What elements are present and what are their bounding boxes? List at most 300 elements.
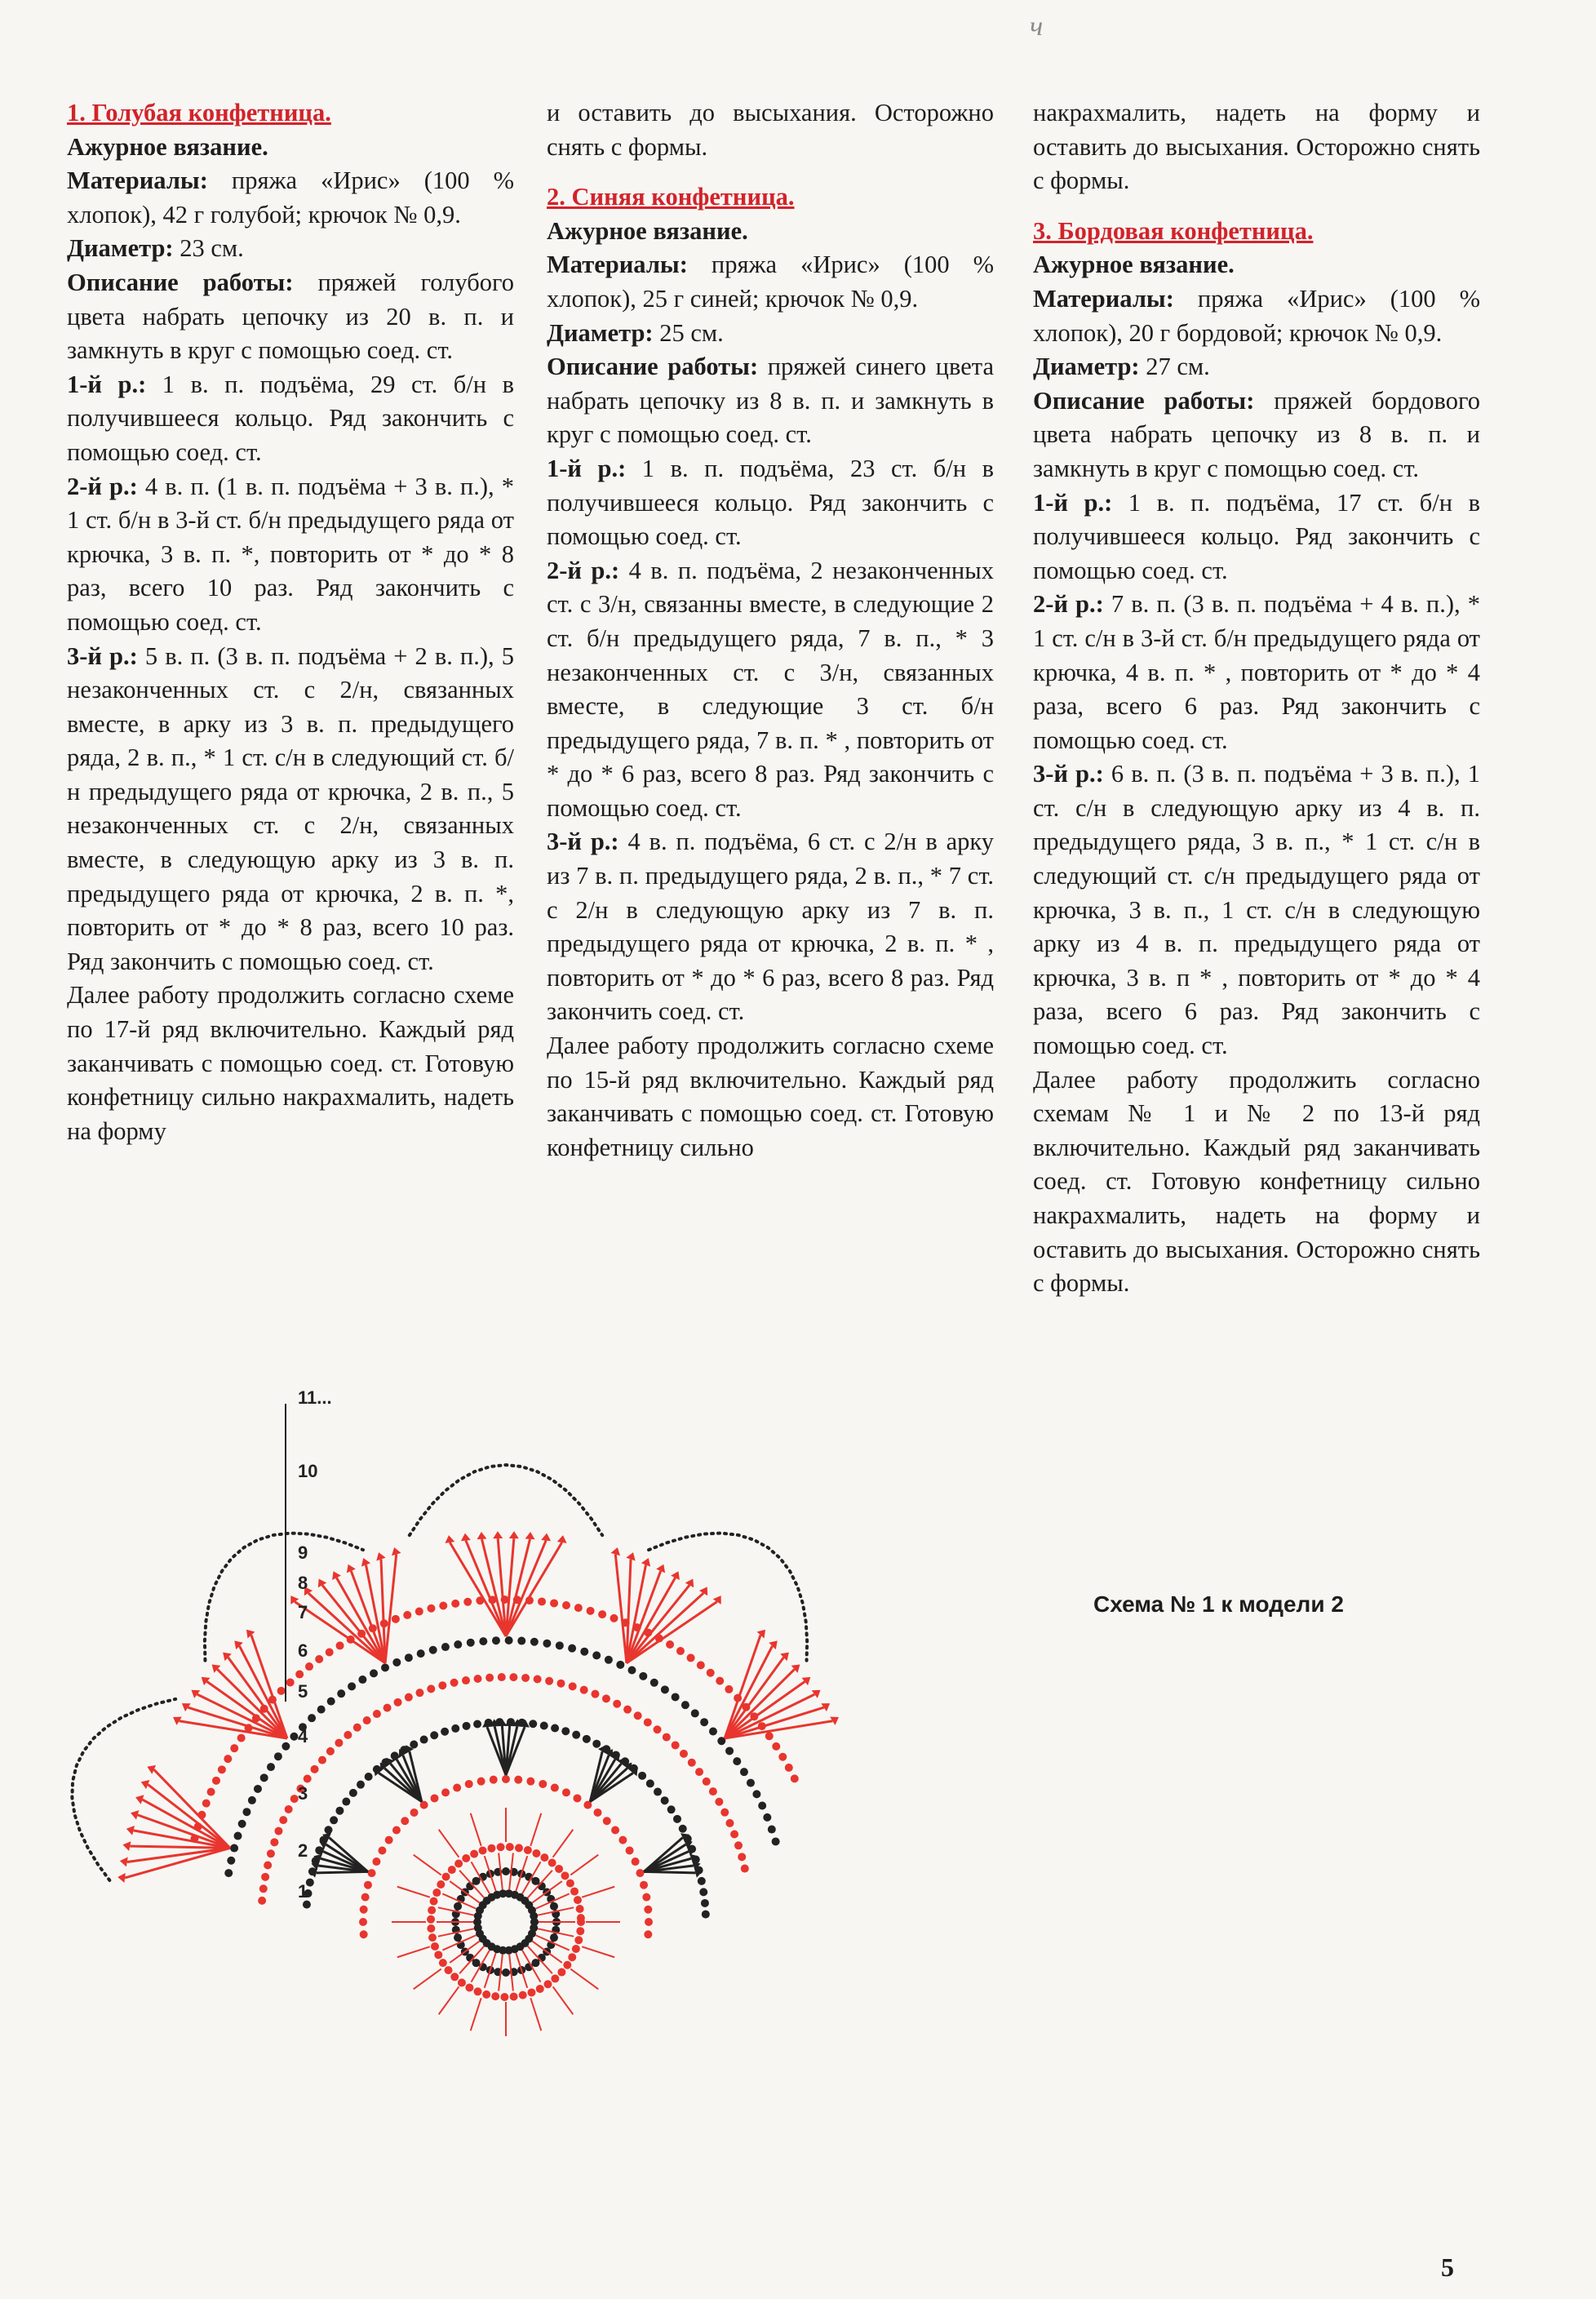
chain-stitch-dot <box>550 1933 558 1942</box>
chain-stitch-dot <box>410 1740 418 1748</box>
chain-stitch-dot <box>688 1759 696 1767</box>
chain-stitch-dot <box>234 1832 242 1840</box>
section-subtitle: Ажурное вязание. <box>547 216 748 245</box>
stitch-line <box>582 1887 614 1897</box>
chain-stitch-dot <box>451 1724 459 1733</box>
chain-stitch-dot <box>763 1813 771 1822</box>
crochet-diagram <box>49 1375 1232 2252</box>
chain-stitch-dot <box>530 1918 539 1926</box>
chain-stitch-dot <box>364 1881 372 1889</box>
stitch-line <box>530 1813 541 1846</box>
chain-stitch-dot <box>568 1953 576 1961</box>
chain-stitch-dot <box>477 1778 485 1786</box>
chain-stitch-dot <box>324 1826 332 1834</box>
chain-stitch-dot <box>715 1798 723 1806</box>
chain-stitch-dot <box>479 1847 487 1855</box>
chain-stitch-dot <box>725 1685 733 1693</box>
chain-stitch-dot <box>563 1961 571 1969</box>
treble-stitch <box>351 1571 385 1663</box>
chain-stitch-dot <box>740 1768 748 1776</box>
chain-stitch-dot <box>282 1742 290 1751</box>
chain-stitch-dot <box>410 1809 419 1817</box>
chain-stitch-dot <box>752 1790 760 1798</box>
row3-text: 4 в. п. подъёма, 6 ст. с 2/н в арку из 7 в. п. предыдущего ряда, 2 в. п., * 7 ст. с 2/н в следующую арку из 7 в. п. предыдущего ряда от крючка, 2 в. п. * , повторить от * до * 6 раз, всего 8 раз. Ряд закончить соед. ст. <box>547 828 994 1026</box>
chain-stitch-dot <box>277 1687 286 1695</box>
chain-stitch-dot <box>441 1643 450 1651</box>
materials-text: пряжа «Ирис» (100 % хлопок), 42 г голубой; крючок № 0,9. <box>67 166 514 229</box>
treble-stitch <box>148 1785 230 1849</box>
stitch-mark <box>656 1562 668 1573</box>
materials-label: Материалы: <box>547 251 688 279</box>
chain-stitch-dot <box>335 1807 344 1815</box>
chain-stitch-dot <box>720 1809 729 1817</box>
row3-label: 3-й р.: <box>67 641 138 670</box>
chain-stitch-dot <box>765 1732 774 1740</box>
chain-stitch-dot <box>303 1901 311 1909</box>
chain-stitch-dot <box>202 1800 211 1808</box>
final-text: Далее работу продолжить согласно схеме по 15-й ряд включительно. Каждый ряд заканчивать с помощью соед. ст. Готовую конфетницу сильно <box>547 1032 994 1161</box>
chain-stitch-dot <box>642 1893 650 1902</box>
chain-stitch-dot <box>439 1602 447 1610</box>
row-number-label: 9 <box>298 1542 308 1563</box>
chain-stitch-dot <box>772 1837 780 1845</box>
chain-stitch-dot <box>373 1710 381 1718</box>
chain-stitch-dot <box>514 1776 522 1784</box>
chain-stitch-dot <box>317 1706 326 1714</box>
chain-stitch-dot <box>598 1610 606 1618</box>
treble-stitch <box>725 1681 805 1738</box>
treble-stitch <box>725 1658 783 1738</box>
chain-stitch-dot <box>545 1677 553 1685</box>
stitch-mark <box>140 1778 150 1789</box>
stitch-mark <box>830 1713 841 1725</box>
chain-stitch-dot <box>644 1718 652 1726</box>
chain-stitch-dot <box>392 1615 400 1623</box>
scallop-chain <box>410 1465 602 1535</box>
diagram-stitches <box>72 1404 841 2036</box>
row-number-label: 5 <box>298 1681 308 1702</box>
row-number-label: 3 <box>298 1783 308 1804</box>
treble-stitch <box>125 1848 230 1878</box>
chain-stitch-dot <box>681 1701 689 1709</box>
row3-label: 3-й р.: <box>1033 760 1104 788</box>
chain-stitch-dot <box>498 1673 506 1681</box>
chain-stitch-dot <box>561 1727 570 1735</box>
row2-text: 7 в. п. (3 в. п. подъёма + 4 в. п.), * 1 ст. с/н в 3-й ст. б/н предыдущего ряда от крючка, 4 в. п. * , повторить от * до * 4 раза, всего 6 раз. Ряд закончить с помощью соед. ст. <box>1033 590 1480 754</box>
chain-stitch-dot <box>785 1764 793 1772</box>
stitch-mark <box>122 1840 131 1851</box>
chain-stitch-dot <box>593 1809 601 1817</box>
chain-stitch-dot <box>286 1678 295 1686</box>
chain-stitch-dot <box>519 1991 527 1999</box>
stitch-mark <box>171 1713 182 1725</box>
scheme-caption: Схема № 1 к модели 2 <box>1093 1591 1344 1617</box>
chain-stitch-dot <box>258 1897 266 1905</box>
chain-stitch-dot <box>403 1611 411 1619</box>
chain-stitch-dot <box>680 1750 688 1758</box>
stitch-mark <box>242 1627 255 1639</box>
chain-stitch-dot <box>502 1867 510 1875</box>
chain-stitch-dot <box>279 1816 287 1824</box>
row2-text: 4 в. п. подъёма, 2 незаконченных ст. с 3/н, связанны вместе, в следующие 2 ст. б/н предыдущего ряда, 7 в. п., * 3 незаконченных ст. с 3/н, связанных вместе, в следующие 3 ст. б/н предыдущего ряда, 7 в. п. * , повторить от * до * 6 раз, всего 8 раз. Ряд закончить с помощью соед. ст. <box>547 556 994 822</box>
chain-stitch-dot <box>445 1966 453 1974</box>
chain-stitch-dot <box>431 1794 439 1802</box>
chain-stitch-dot <box>207 1788 215 1796</box>
chain-stitch-dot <box>490 1776 498 1784</box>
row1-label: 1-й р.: <box>67 370 147 398</box>
chain-stitch-dot <box>327 1698 335 1706</box>
stitch-mark <box>129 1809 139 1820</box>
chain-stitch-dot <box>526 1778 534 1786</box>
stitch-line <box>553 1986 574 2014</box>
stitch-line <box>414 1855 441 1875</box>
chain-stitch-dot <box>747 1779 755 1787</box>
final-text: Далее работу продолжить согласно схемам № 1 и № 2 по 13-й ряд включительно. Каждый ряд заканчивать соед. ст. Готовую конфетницу сильно накрахмалить, надеть на форму и оставить до высыхания. Осторожно снять с формы. <box>1033 1065 1480 1298</box>
chain-stitch-dot <box>725 1819 734 1827</box>
chain-stitch-dot <box>521 1674 530 1682</box>
chain-stitch-dot <box>428 1933 437 1942</box>
row1-label: 1-й р.: <box>1033 488 1113 517</box>
chain-stitch-dot <box>576 1927 584 1935</box>
chain-stitch-dot <box>738 1853 746 1861</box>
stitch-mark <box>477 1532 487 1540</box>
row2-text: 4 в. п. (1 в. п. подъёма + 3 в. п.), * 1 ст. б/н в 3-й ст. б/н предыдущего ряда от крючка, 3 в. п. *, повторить от * до * 8 раз, всего 10 раз. Ряд закончить с помощью соед. ст. <box>67 472 514 636</box>
chain-stitch-dot <box>438 1681 446 1689</box>
final-text: Далее работу продолжить согласно схеме по 17-й ряд включительно. Каждый ряд заканчивать с помощью соед. ст. Готовую конфетницу сильно накрахмалить, надеть на форму <box>67 981 514 1145</box>
chain-stitch-dot <box>610 1614 618 1622</box>
chain-stitch-dot <box>650 1679 658 1687</box>
section-title: 3. Бордовая конфетница. <box>1033 216 1314 245</box>
diameter-text: 25 см. <box>653 318 724 347</box>
chain-stitch-dot <box>454 1933 462 1942</box>
chain-stitch-dot <box>697 1661 705 1669</box>
chain-stitch-dot <box>500 1993 508 2001</box>
chain-stitch-dot <box>772 1742 780 1751</box>
stitch-mark <box>134 1793 144 1804</box>
chain-stitch-dot <box>454 1640 462 1649</box>
chain-stitch-dot <box>463 1722 471 1730</box>
chain-stitch-dot <box>623 1706 632 1714</box>
chain-stitch-dot <box>370 1669 378 1677</box>
stitch-line <box>439 1830 459 1857</box>
chain-stitch-dot <box>709 1727 717 1735</box>
chain-stitch-dot <box>470 1850 478 1858</box>
chain-stitch-dot <box>431 1942 439 1951</box>
description-label: Описание работы: <box>547 353 759 381</box>
diameter-label: Диаметр: <box>1033 353 1140 381</box>
stitch-line <box>439 1986 459 2014</box>
chain-stitch-dot <box>267 1763 275 1771</box>
stitch-line <box>570 1969 598 1990</box>
chain-stitch-dot <box>260 1773 268 1782</box>
chain-stitch-dot <box>561 1871 569 1880</box>
row-number-label: 8 <box>298 1573 308 1593</box>
chain-stitch-dot <box>385 1836 393 1844</box>
chain-stitch-dot <box>555 1865 563 1873</box>
materials-label: Материалы: <box>1033 284 1174 313</box>
chain-stitch-dot <box>315 1655 323 1663</box>
treble-stitch <box>627 1571 661 1663</box>
chain-stitch-dot <box>420 1736 428 1744</box>
treble-stitch <box>627 1602 717 1663</box>
description-label: Описание работы: <box>67 268 294 296</box>
chain-stitch-dot <box>536 1985 544 1993</box>
chain-stitch-dot <box>401 1817 409 1825</box>
description-text: пряжей синего цвета набрать цепочку из 8 в. п. и замкнуть в круг с помощью соед. ст. <box>547 353 994 449</box>
chain-stitch-dot <box>741 1865 749 1873</box>
chain-stitch-dot <box>505 1636 513 1644</box>
chain-stitch-dot <box>242 1808 250 1816</box>
chain-stitch-dot <box>515 1844 523 1852</box>
chain-stitch-dot <box>290 1733 298 1741</box>
chain-stitch-dot <box>543 1980 552 1988</box>
column-1 <box>67 96 514 1148</box>
stitch-mark <box>460 1533 471 1541</box>
chain-stitch-dot <box>295 1671 304 1679</box>
chain-stitch-dot <box>676 1647 685 1655</box>
stitch-mark <box>611 1546 623 1556</box>
chain-stitch-dot <box>227 1857 235 1865</box>
chain-stitch-dot <box>285 1805 293 1813</box>
chain-stitch-dot <box>394 1698 402 1706</box>
diameter-label: Диаметр: <box>67 234 174 263</box>
stitch-mark <box>344 1562 356 1573</box>
chain-stitch-dot <box>441 1728 449 1736</box>
chain-stitch-dot <box>479 1637 487 1645</box>
chain-stitch-dot <box>638 1772 646 1780</box>
chain-stitch-dot <box>700 1718 708 1726</box>
row1-label: 1-й р.: <box>547 454 627 482</box>
materials-text: пряжа «Ирис» (100 % хлопок), 25 г синей; крючок № 0,9. <box>547 251 994 313</box>
chain-stitch-dot <box>534 1675 542 1683</box>
stitch-mark <box>314 1577 326 1588</box>
chain-stitch-dot <box>491 1992 499 2000</box>
chain-stitch-dot <box>348 1682 356 1690</box>
chain-stitch-dot <box>308 1714 316 1722</box>
chain-stitch-dot <box>453 1784 461 1792</box>
chain-stitch-dot <box>474 1987 482 1995</box>
chain-stitch-dot <box>427 1604 435 1613</box>
chain-stitch-dot <box>378 1847 386 1855</box>
chain-stitch-dot <box>361 1893 370 1902</box>
row3-text: 6 в. п. (3 в. п. подъёма + 3 в. п.), 1 ст. с/н в следующую арку из 4 в. п. предыдущего ряда, 3 в. п., * 1 ст. с/н в следующий ст. с/н предыдущего ряда от крючка, 3 в. п., 1 ст. с/н в следующую арку из 4 в. п. предыдущего ряда от крючка, 3 в. п * , повторить от * до * 4 раза, всего 6 раз. Ряд закончить с помощью соед. ст. <box>1033 760 1480 1060</box>
chain-stitch-dot <box>330 1816 338 1824</box>
scallop-chain <box>205 1533 363 1661</box>
chain-stitch-dot <box>450 1973 459 1981</box>
chain-stitch-dot <box>405 1653 413 1662</box>
chain-stitch-dot <box>550 1599 558 1607</box>
chain-stitch-dot <box>417 1649 425 1658</box>
chain-stitch-dot <box>353 1724 361 1732</box>
chain-stitch-dot <box>730 1830 738 1838</box>
chain-stitch-dot <box>392 1826 401 1835</box>
chain-stitch-dot <box>274 1752 282 1760</box>
chain-stitch-dot <box>248 1796 256 1804</box>
chain-stitch-dot <box>645 1918 653 1926</box>
chain-stitch-dot <box>224 1755 232 1763</box>
row1-text: 1 в. п. подъёма, 29 ст. б/н в получившееся кольцо. Ряд закончить с помощью соед. ст. <box>67 370 514 466</box>
chain-stitch-dot <box>661 1796 669 1804</box>
row2-label: 2-й р.: <box>67 472 138 500</box>
chain-stitch-dot <box>326 1747 335 1755</box>
chain-stitch-dot <box>707 1669 715 1677</box>
chain-stitch-dot <box>482 1991 490 1999</box>
chain-stitch-dot <box>580 1686 588 1694</box>
stitch-line <box>530 1998 541 2030</box>
stitch-mark <box>329 1569 341 1580</box>
chain-stitch-dot <box>358 1675 366 1684</box>
diameter-text: 27 см. <box>1139 353 1210 381</box>
chain-stitch-dot <box>613 1700 621 1708</box>
chain-stitch-dot <box>510 1992 518 2000</box>
chain-stitch-dot <box>524 1846 532 1854</box>
chain-stitch-dot <box>632 1857 640 1866</box>
chain-stitch-dot <box>591 1690 599 1698</box>
row-number-label: 11... <box>298 1387 332 1408</box>
chain-stitch-dot <box>602 1694 610 1702</box>
row-number-label: 1 <box>298 1881 308 1902</box>
chain-stitch-dot <box>733 1757 741 1765</box>
chain-stitch-dot <box>454 1902 462 1911</box>
stitch-mark <box>557 1534 568 1543</box>
chain-stitch-dot <box>502 1968 510 1977</box>
chain-stitch-dot <box>509 1673 517 1681</box>
stitch-mark <box>525 1532 536 1540</box>
stitch-mark <box>359 1556 370 1567</box>
chain-stitch-dot <box>427 1684 435 1693</box>
chain-stitch-dot <box>618 1836 627 1844</box>
chain-stitch-dot <box>716 1677 724 1685</box>
chain-stitch-dot <box>791 1774 799 1782</box>
chain-stitch-dot <box>359 1918 367 1926</box>
chain-stitch-dot <box>532 1849 540 1857</box>
chain-stitch-dot <box>587 1607 595 1615</box>
chain-stitch-dot <box>487 1844 495 1853</box>
chain-stitch-dot <box>687 1653 695 1662</box>
chain-stitch-dot <box>663 1733 671 1742</box>
description-text: пряжей голубого цвета набрать цепочку из 20 в. п. и замкнуть в круг с помощью соед. ст. <box>67 268 514 365</box>
chain-stitch-dot <box>562 1601 570 1609</box>
chain-stitch-dot <box>357 1781 365 1789</box>
chain-stitch-dot <box>437 1880 445 1888</box>
row-number-label: 6 <box>298 1640 308 1661</box>
chain-stitch-dot <box>363 1716 371 1724</box>
carry-text: накрахмалить, надеть на форму и оставить до высыхания. Осторожно снять с формы. <box>1033 99 1480 195</box>
chain-stitch-dot <box>427 1924 435 1933</box>
chain-stitch-dot <box>442 1873 450 1881</box>
chain-stitch-dot <box>540 1853 548 1862</box>
chain-stitch-dot <box>616 1661 624 1669</box>
chain-stitch-dot <box>530 1638 539 1646</box>
chain-stitch-dot <box>264 1861 272 1869</box>
chain-stitch-dot <box>218 1765 226 1773</box>
chain-stitch-dot <box>679 1825 687 1833</box>
chain-stitch-dot <box>627 1667 636 1675</box>
treble-stitch <box>138 1815 230 1849</box>
chain-stitch-dot <box>337 1689 345 1698</box>
chain-stitch-dot <box>311 1765 319 1773</box>
stitch-mark <box>145 1762 156 1774</box>
chain-stitch-dot <box>672 1741 680 1749</box>
chain-stitch-dot <box>540 1722 548 1730</box>
treble-stitch <box>295 1602 385 1663</box>
chain-stitch-dot <box>778 1753 787 1761</box>
chain-stitch-dot <box>551 1974 559 1982</box>
chain-stitch-dot <box>270 1838 278 1846</box>
stitch-mark <box>180 1699 191 1711</box>
chain-stitch-dot <box>415 1608 423 1616</box>
chain-stitch-dot <box>448 1866 456 1874</box>
section-title: 2. Синяя конфетница. <box>547 183 795 211</box>
stitch-mark <box>509 1531 519 1538</box>
chain-stitch-dot <box>702 1911 710 1919</box>
row-number-label: 2 <box>298 1840 308 1861</box>
chain-stitch-dot <box>639 1672 647 1680</box>
chain-stitch-dot <box>556 1680 565 1688</box>
stitch-mark <box>671 1569 683 1580</box>
chain-stitch-dot <box>572 1945 580 1953</box>
stitch-mark <box>374 1551 385 1560</box>
chain-stitch-dot <box>517 1637 525 1645</box>
chain-stitch-dot <box>574 1936 583 1944</box>
section-subtitle: Ажурное вязание. <box>1033 251 1235 279</box>
chain-stitch-dot <box>429 1646 437 1654</box>
chain-stitch-dot <box>768 1826 776 1834</box>
treble-stitch <box>506 1542 562 1636</box>
chain-stitch-dot <box>667 1805 676 1813</box>
chain-stitch-dot <box>576 1905 584 1913</box>
chain-stitch-dot <box>497 1843 505 1851</box>
chain-stitch-dot <box>672 1693 680 1701</box>
chain-stitch-dot <box>344 1731 352 1739</box>
chain-stitch-dot <box>212 1777 220 1785</box>
stitch-line <box>553 1830 574 1857</box>
chain-stitch-dot <box>259 1884 268 1893</box>
chain-stitch-dot <box>326 1648 334 1656</box>
chain-stitch-dot <box>383 1704 392 1712</box>
chain-stitch-dot <box>562 1788 570 1796</box>
chain-stitch-dot <box>261 1873 269 1881</box>
stitch-mark <box>493 1531 503 1538</box>
materials-label: Материалы: <box>67 166 208 195</box>
treble-stitch <box>228 1658 287 1738</box>
chain-stitch-dot <box>430 1731 438 1739</box>
chain-stitch-dot <box>381 1663 389 1671</box>
chain-stitch-dot <box>557 1968 565 1977</box>
diameter-label: Диаметр: <box>547 318 654 347</box>
chain-stitch-dot <box>238 1820 246 1828</box>
diagram-row-labels <box>298 1387 332 1902</box>
chain-stitch-dot <box>492 1636 500 1644</box>
treble-stitch <box>644 1871 695 1872</box>
chain-stitch-dot <box>699 1888 707 1896</box>
stitch-line <box>471 1998 481 2030</box>
chain-stitch-dot <box>305 1662 313 1671</box>
chain-stitch-dot <box>550 1902 558 1911</box>
column-2 <box>547 96 994 1165</box>
chain-stitch-dot <box>454 1860 463 1868</box>
chain-stitch-dot <box>605 1656 613 1664</box>
stitch-mark <box>119 1856 128 1866</box>
stitch-mark <box>685 1577 698 1588</box>
chain-stitch-dot <box>611 1826 619 1835</box>
chain-stitch-dot <box>572 1731 580 1739</box>
chain-stitch-dot <box>392 1658 401 1667</box>
chain-stitch-dot <box>574 1896 582 1904</box>
chain-stitch-dot <box>592 1740 601 1748</box>
chain-stitch-dot <box>556 1641 564 1649</box>
row-number-label: 10 <box>298 1461 318 1481</box>
